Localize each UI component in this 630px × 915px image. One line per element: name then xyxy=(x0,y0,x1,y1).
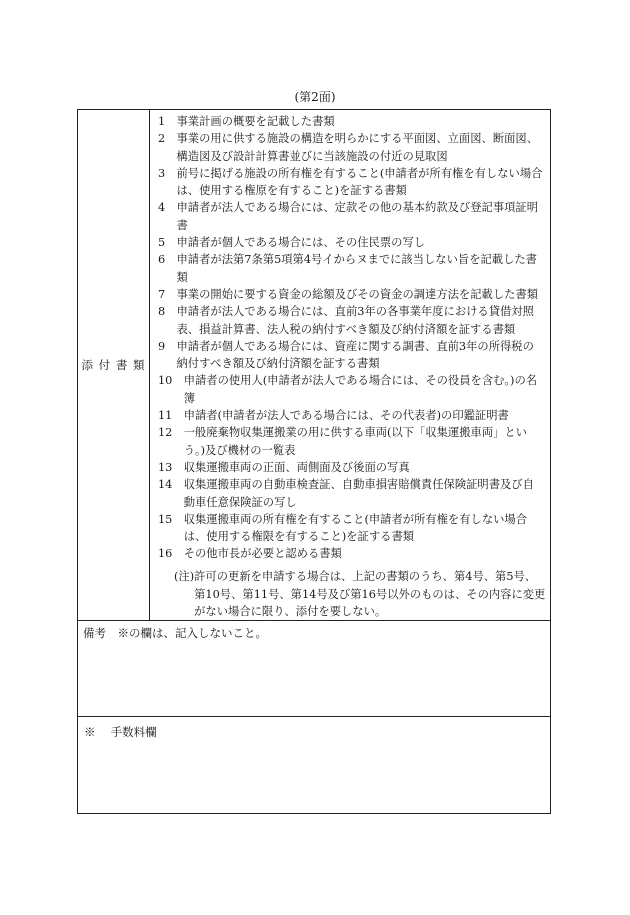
attachment-item-number: 6 xyxy=(158,253,166,267)
attachment-item-number: 12 xyxy=(158,426,173,440)
attachment-item xyxy=(158,338,544,373)
attachment-item-number: 5 xyxy=(158,236,166,250)
note-text: 許可の更新を申請する場合は、上記の書類のうち、第4号、第5号、第10号、第11号、第14号及び第16号以外のものは、その内容に変更がない場合に限り、添付を要しない。 xyxy=(194,570,546,618)
attachment-item-text: 事業計画の概要を記載した書類 xyxy=(176,115,335,128)
attachment-item xyxy=(158,130,544,165)
attachment-item-number: 8 xyxy=(158,305,166,319)
attachment-item-text: 収集運搬車両の正面、両側面及び後面の写真 xyxy=(183,460,410,474)
attachment-item-text: 申請者が個人である場合には、その住民票の写し xyxy=(176,236,426,250)
attachment-item xyxy=(158,372,544,407)
attachment-item-number: 3 xyxy=(158,166,166,180)
attachment-item-number: 11 xyxy=(158,409,173,423)
attachment-item xyxy=(158,165,544,200)
attachments-row xyxy=(78,110,550,621)
attachment-item-number: 14 xyxy=(158,478,173,492)
remarks-text: 備考 ※の欄は、記入しないこと。 xyxy=(83,626,267,640)
attachment-item xyxy=(158,511,544,546)
attachment-item-number: 7 xyxy=(158,287,166,301)
application-form-table xyxy=(77,109,551,814)
attachment-item xyxy=(158,459,544,476)
attachment-item-number: 9 xyxy=(158,339,166,353)
note-tag: (注) xyxy=(174,570,195,583)
fee-row xyxy=(78,716,550,813)
attachments-label: 添 付 書 類 xyxy=(78,110,150,620)
attachment-item-number: 2 xyxy=(158,132,166,146)
attachment-item-number: 4 xyxy=(158,201,166,215)
attachment-item xyxy=(158,545,544,562)
attachment-item-text: 申請者が法人である場合には、直前3年の各事業年度における貸借対照表、損益計算書、法人税の納付すべき額及び納付済額を証する書類 xyxy=(176,305,534,336)
fee-field-label: ※ 手数料欄 xyxy=(84,725,157,739)
attachment-item xyxy=(158,113,544,130)
attachments-note xyxy=(174,568,546,621)
attachment-item-text: 一般廃棄物収集運搬業の用に供する車両(以下「収集運搬車両」という。)及び機材の一覧表 xyxy=(183,426,528,457)
attachment-item-text: 申請者が法第7条第5項第4号イからヌまでに該当しない旨を記載した書類 xyxy=(176,253,537,284)
attachment-item xyxy=(158,424,544,459)
attachment-item-number: 10 xyxy=(158,374,173,388)
attachment-item xyxy=(158,476,544,511)
attachment-item-text: 事業の用に供する施設の構造を明らかにする平面図、立面図、断面図、構造図及び設計計算書並びに当該施設の付近の見取図 xyxy=(176,132,539,163)
attachment-item xyxy=(158,407,544,424)
page-number-label: (第2面) xyxy=(294,90,336,104)
attachment-item-text: 収集運搬車両の自動車検査証、自動車損害賠償責任保険証明書及び自動車任意保険証の写し xyxy=(183,478,534,509)
attachment-item-text: 申請者が個人である場合には、資産に関する調書、直前3年の所得税の納付すべき額及び納付済額を証する書類 xyxy=(176,339,534,371)
attachment-item-text: 前号に掲げる施設の所有権を有すること(申請者が所有権を有しない場合は、使用する権原を有すること)を証する書類 xyxy=(176,166,543,198)
attachment-item xyxy=(158,234,544,251)
attachments-list xyxy=(158,113,544,563)
attachment-item xyxy=(158,251,544,286)
remarks-row xyxy=(78,620,550,717)
attachment-item-text: 申請者の使用人(申請者が法人である場合には、その役員を含む。)の名簿 xyxy=(183,374,538,405)
attachment-item xyxy=(158,303,544,338)
attachment-item-number: 13 xyxy=(158,460,173,474)
attachment-item xyxy=(158,286,544,303)
attachment-item-text: 申請者が法人である場合には、定款その他の基本約款及び登記事項証明書 xyxy=(176,201,539,232)
attachment-item-text: 事業の開始に要する資金の総額及びその資金の調達方法を記載した書類 xyxy=(176,287,539,301)
attachment-item xyxy=(158,199,544,234)
attachment-item-text: 収集運搬車両の所有権を有すること(申請者が所有権を有しない場合は、使用する権限を有すること)を証する書類 xyxy=(183,512,528,544)
attachment-item-text: その他市長が必要と認める書類 xyxy=(183,547,342,561)
attachment-item-text: 申請者(申請者が法人である場合には、その代表者)の印鑑証明書 xyxy=(183,409,509,423)
attachment-item-number: 1 xyxy=(158,115,166,128)
attachment-item-number: 15 xyxy=(158,512,173,526)
attachment-item-number: 16 xyxy=(158,547,173,561)
